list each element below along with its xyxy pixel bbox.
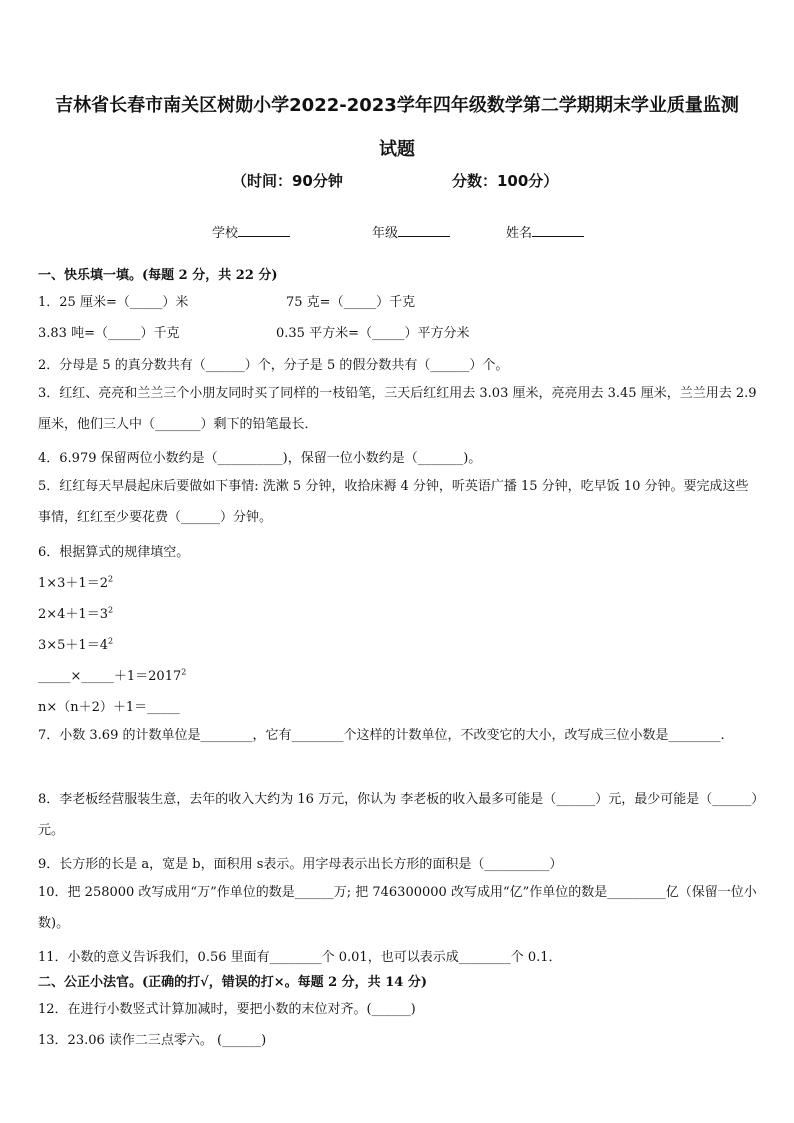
- pattern-4-exp: 2: [181, 667, 187, 677]
- score-info: 分数：100分）: [452, 172, 559, 190]
- section-2-heading: 二、公正小法官。(正确的打√，错误的打×。每题 2 分，共 14 分): [38, 975, 427, 990]
- pattern-3-exp: 2: [107, 636, 114, 646]
- school-label: 学校: [212, 226, 239, 241]
- question-12: 12．在进行小数竖式计算加减时，要把小数的末位对齐。(______): [38, 1002, 416, 1017]
- pattern-1: [38, 572, 113, 591]
- question-11: 11．小数的意义告诉我们，0.56 里面有________个 0.01，也可以表示成________个 0.1．: [38, 950, 562, 965]
- question-9: 9．长方形的长是 a，宽是 b，面积用 s表示。用字母表示出长方形的面积是（__________）: [38, 857, 563, 872]
- question-3: 3．红红、亮亮和兰兰三个小朋友同时买了同样的一枝铅笔，三天后红红用去 3.03 厘米，亮亮用去 3.45 厘米，兰兰用去 2.9 厘米，他们三人中（_______）剩下的铅笔最长．: [38, 386, 757, 432]
- name-field: [506, 222, 584, 241]
- school-blank[interactable]: [238, 224, 290, 237]
- question-4: 4．6.979 保留两位小数约是（__________)，保留一位小数约是（_______)。: [38, 451, 482, 466]
- question-13: 13．23.06 读作二三点零六。 (______): [38, 1033, 267, 1048]
- question-10: 10．把 258000 改写成用“万”作单位的数是______万; 把 746300000 改写成用“亿”作单位的数是_________亿（保留一位小数)。: [38, 885, 757, 931]
- section-1-heading: 一、快乐填一填。(每题 2 分，共 22 分): [38, 268, 278, 283]
- pattern-5: n×（n＋2）＋1＝_____: [38, 700, 180, 715]
- name-label: 姓名: [506, 226, 533, 241]
- name-blank[interactable]: [532, 224, 584, 237]
- grade-label: 年级: [372, 226, 399, 241]
- pattern-1-exp: 2: [107, 574, 114, 584]
- pattern-2-text: 2×4＋1＝3: [38, 607, 108, 622]
- pattern-3-text: 3×5＋1＝4: [38, 638, 108, 653]
- pattern-4: [38, 665, 186, 684]
- pattern-4-text: _____×_____＋1＝2017: [38, 669, 182, 684]
- school-field: [212, 222, 290, 241]
- exam-title: [0, 84, 794, 172]
- title-line-2: 试题: [379, 139, 415, 160]
- grade-field: [372, 222, 450, 241]
- question-1b: 75 克=（_____）千克: [286, 295, 416, 310]
- question-1a: 1．25 厘米=（_____）米: [38, 295, 189, 310]
- question-1c: 3.83 吨=（_____）千克: [38, 326, 180, 341]
- question-2: 2．分母是 5 的真分数共有（______）个，分子是 5 的假分数共有（______）个。: [38, 358, 509, 373]
- title-line-1: 吉林省长春市南关区树勋小学2022-2023学年四年级数学第二学期期末学业质量监测: [55, 95, 739, 116]
- pattern-2: [38, 603, 113, 622]
- pattern-3: [38, 634, 113, 653]
- question-7: 7．小数 3.69 的计数单位是________，它有________个这样的计数单位，不改变它的大小，改写成三位小数是________.: [38, 728, 725, 743]
- time-info: （时间：90分钟: [232, 172, 343, 190]
- question-6: 6．根据算式的规律填空。: [38, 545, 190, 560]
- grade-blank[interactable]: [398, 224, 450, 237]
- pattern-1-text: 1×3＋1＝2: [38, 576, 108, 591]
- question-8: 8．李老板经营服装生意，去年的收入大约为 16 万元，你认为 李老板的收入最多可能是（______）元，最少可能是（______）元。: [38, 792, 758, 838]
- question-5: 5．红红每天早晨起床后要做如下事情: 洗漱 5 分钟，收拾床褥 4 分钟，听英语广播 15 分钟，吃早饭 10 分钟。要完成这些事情，红红至少要花费（______）分钟。: [38, 479, 749, 525]
- question-1d: 0.35 平方米=（_____）平方分米: [276, 326, 470, 341]
- pattern-2-exp: 2: [107, 605, 114, 615]
